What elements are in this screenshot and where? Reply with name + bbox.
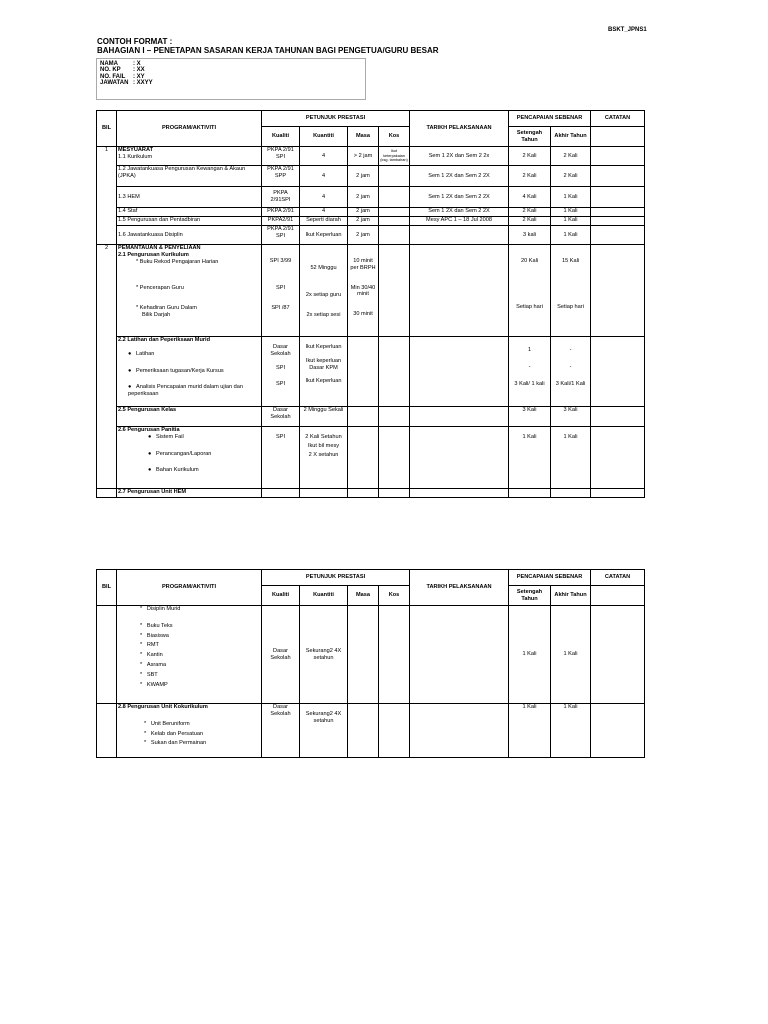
program-label: Analisis Pencapaian murid dalam ujian dan peperiksaan [128, 384, 244, 398]
info-value: : X [133, 61, 141, 67]
table-row [97, 427, 645, 489]
program-label: Bilik Darjah [142, 311, 171, 318]
bullet-item: * Buku Teks [140, 622, 173, 629]
header-tarikh: TARIKH PELAKSANAAN [410, 111, 509, 147]
header-catatan-sub [591, 586, 645, 606]
bil-cell: 2 [97, 245, 117, 489]
kuantiti-value: 2x setiap guru [305, 291, 342, 298]
kos-cell [379, 187, 410, 208]
setengah-cell [509, 489, 551, 498]
header-kuantiti: Kuantiti [300, 127, 348, 147]
bil-cell: 1 [97, 147, 117, 245]
header-petunjuk: PETUNJUK PRESTASI [262, 111, 410, 127]
masa-value: Min 30/40 minit [350, 284, 376, 298]
catatan-cell [591, 245, 645, 337]
info-value: : XX [133, 67, 145, 74]
akhir-value: - [569, 363, 572, 370]
table-row [97, 489, 645, 498]
masa-cell [348, 407, 379, 427]
bullet-item: * SBT [140, 671, 158, 678]
akhir-value: Setiap hari [557, 303, 584, 310]
table-row [97, 187, 645, 208]
kualiti-value: SPI [275, 284, 286, 291]
subsection-title: 2.1 Pengurusan Kurikulum [118, 251, 189, 258]
akhir-cell [551, 245, 591, 337]
kos-cell [379, 208, 410, 217]
program-label: Latihan [136, 350, 155, 357]
setengah-cell [509, 245, 551, 337]
kuantiti-value: Sekurang2 4X setahun [305, 711, 342, 724]
kualiti-cell: PKPA 2/91SPI [262, 187, 300, 208]
subsection-title: 2.8 Pengurusan Unit Kokurikulum [118, 704, 208, 710]
tarikh-cell [410, 337, 509, 407]
personal-info-box [96, 58, 366, 100]
section-title: MESYUARAT [118, 147, 154, 153]
kualiti-cell [262, 489, 300, 498]
catatan-cell [591, 187, 645, 208]
kualiti-cell: PKPA 2/91 SPI [262, 226, 300, 245]
section-title: PEMANTAUAN & PENYELIAAN [118, 245, 201, 251]
table-row [97, 166, 645, 187]
info-label: NAMA [100, 61, 118, 67]
tarikh-cell: Sem 1 2X dan Sem 2 2X [410, 166, 509, 187]
header-pencapaian: PENCAPAIAN SEBENAR [509, 111, 591, 127]
program-label: Bahan Kurikulum [156, 467, 199, 474]
program-label: Buku Teks [146, 622, 173, 629]
masa-cell: > 2 jam [348, 147, 379, 166]
document-code: BSKT_JPNS1 [608, 27, 647, 33]
akhir-value: - [569, 347, 572, 353]
program-cell [117, 337, 262, 407]
info-value: : XXYY [133, 80, 153, 87]
table-row [97, 217, 645, 226]
kos-cell [379, 337, 410, 407]
info-label: NO. FAIL [100, 73, 126, 80]
akhir-value: 3 Kali/1 Kali [555, 380, 586, 387]
setengah-cell: 2 Kali [509, 208, 551, 217]
masa-cell [348, 704, 379, 758]
bil-cell [97, 489, 117, 498]
header-kuantiti: Kuantiti [300, 586, 348, 606]
kuantiti-cell: 2 Minggu Sekali [300, 407, 348, 427]
kualiti-cell [262, 427, 300, 489]
program-cell [117, 245, 262, 337]
kos-cell [379, 704, 410, 758]
program-cell: 2.5 Pengurusan Kelas [117, 407, 262, 427]
catatan-cell [591, 489, 645, 498]
kuantiti-value: 2 X setahun [308, 451, 339, 458]
catatan-cell [591, 337, 645, 407]
program-cell: 1.3 HEM [117, 187, 262, 208]
program-label: Biasiswa [146, 632, 169, 639]
header-kualiti: Kualiti [262, 127, 300, 147]
setengah-value: 1 [527, 347, 532, 353]
kualiti-value: SPI [275, 434, 286, 440]
kuantiti-cell: 4 [300, 166, 348, 187]
tarikh-cell [410, 489, 509, 498]
kuantiti-cell: 4 [300, 208, 348, 217]
masa-cell [348, 606, 379, 704]
info-label: NO. KP [100, 67, 121, 74]
masa-cell: 2 jam [348, 166, 379, 187]
akhir-cell: 3 Kali [551, 407, 591, 427]
program-cell [117, 606, 262, 704]
kos-cell: Ikut keterpakaian (ksg. tambahan) [379, 147, 410, 166]
kuantiti-value: Ikut Keperluan [305, 344, 342, 350]
kualiti-cell: PKPA 2/91 [262, 208, 300, 217]
akhir-cell: 1 Kali [551, 187, 591, 208]
program-label: Pemeriksaan tugasan/Kerja Kursus [136, 367, 224, 374]
header-akhir: Akhir Tahun [551, 586, 591, 606]
program-cell: 1.2 Jawatankuasa Pengurusan Kewangan & Akaun (JPKA) [117, 166, 262, 187]
tarikh-cell: Sem 1 2X dan Sem 2 2X [410, 187, 509, 208]
kualiti-value: Dasar Sekolah [270, 344, 291, 357]
kos-cell [379, 489, 410, 498]
setengah-cell: 1 Kali [509, 704, 551, 758]
catatan-cell [591, 217, 645, 226]
setengah-value: - [528, 363, 531, 370]
program-label: RMT [146, 642, 159, 649]
akhir-cell: 1 Kali [551, 226, 591, 245]
table-row [97, 226, 645, 245]
kos-cell [379, 245, 410, 337]
akhir-cell: 2 Kali [551, 147, 591, 166]
format-label: CONTOH FORMAT : [97, 37, 173, 46]
program-label: * Pencerapan Guru [136, 285, 184, 292]
bullet-item: * Disiplin Murid [140, 606, 181, 612]
subsection-title: 2.2 Latihan dan Peperiksaan Murid [118, 337, 211, 343]
info-label: JAWATAN [100, 80, 129, 87]
kuantiti-cell [300, 245, 348, 337]
header-bil: BIL [97, 570, 117, 606]
program-cell: 2.7 Pengurusan Unit HEM [117, 489, 262, 498]
masa-value: 10 minit per BRPH [350, 258, 376, 271]
kuantiti-cell [300, 427, 348, 489]
kualiti-cell: PKPA2/91 [262, 217, 300, 226]
program-label: KWAMP [146, 681, 168, 688]
header-catatan: CATATAN [591, 111, 645, 127]
setengah-cell: 1 Kali [509, 606, 551, 704]
bil-cell [97, 606, 117, 704]
target-table-page2 [96, 569, 645, 758]
header-catatan: CATATAN [591, 570, 645, 586]
setengah-cell: 2 Kali [509, 147, 551, 166]
tarikh-cell [410, 245, 509, 337]
header-petunjuk: PETUNJUK PRESTASI [262, 570, 410, 586]
program-label: Perancangan/Laporan [156, 450, 212, 457]
tarikh-cell: Mesy APC 1 – 18 Jul 2008 [410, 217, 509, 226]
kualiti-cell [262, 245, 300, 337]
bullet-item: * RMT [140, 642, 159, 649]
program-label: Disiplin Murid [146, 606, 181, 612]
kos-cell [379, 407, 410, 427]
table-row [97, 337, 645, 407]
catatan-cell [591, 606, 645, 704]
bil-cell [97, 704, 117, 758]
program-label: * Kehadiran Guru Dalam [136, 305, 197, 312]
kos-cell [379, 226, 410, 245]
kuantiti-cell: 4 [300, 187, 348, 208]
program-cell [117, 704, 262, 758]
kualiti-cell: Dasar Sekolah [262, 407, 300, 427]
kuantiti-cell: 4 [300, 147, 348, 166]
akhir-value: 1 Kali [563, 434, 578, 440]
kualiti-cell [262, 337, 300, 407]
akhir-cell [551, 337, 591, 407]
header-pencapaian: PENCAPAIAN SEBENAR [509, 570, 591, 586]
bullet-item: * Biasiswa [140, 632, 169, 639]
program-cell: 1.4 Staf [117, 208, 262, 217]
kuantiti-value: 2 Kali Setahun [305, 434, 342, 440]
masa-cell: 2 jam [348, 217, 379, 226]
kualiti-value: SPI 3/99 [269, 258, 292, 264]
kualiti-cell: Dasar Sekolah [262, 606, 300, 704]
program-label: SBT [146, 671, 158, 678]
program-cell: 1.6 Jawatankuasa Disiplin [117, 226, 262, 245]
table-row [97, 147, 645, 166]
target-table-page1 [96, 110, 645, 498]
catatan-cell [591, 226, 645, 245]
masa-cell: 2 jam [348, 187, 379, 208]
bullet-item: * Kantin [140, 652, 163, 659]
program-label: * Buku Rekod Pengajaran Harian [136, 258, 219, 265]
akhir-cell: 2 Kali [551, 166, 591, 187]
bullet-item: * Asrama [140, 661, 167, 668]
setengah-cell: 2 Kali [509, 217, 551, 226]
tarikh-cell [410, 606, 509, 704]
setengah-value: 3 Kali/ 1 kali [514, 380, 545, 387]
masa-cell [348, 337, 379, 407]
kos-cell [379, 606, 410, 704]
akhir-cell: 1 Kali [551, 208, 591, 217]
info-row-jawatan [100, 80, 362, 86]
akhir-cell: 1 Kali [551, 217, 591, 226]
bullet-item: * Sukan dan Permainan [144, 740, 207, 747]
header-program: PROGRAM/AKTIVITI [117, 111, 262, 147]
header-tarikh: TARIKH PELAKSANAAN [410, 570, 509, 606]
bullet-item: ● Analisis Pencapaian murid dalam ujian dan peperiksaan [128, 384, 244, 398]
program-label: Sukan dan Permainan [150, 740, 207, 747]
kos-cell [379, 427, 410, 489]
header-akhir: Akhir Tahun [551, 127, 591, 147]
setengah-value: 20 Kali [520, 258, 539, 264]
kos-cell [379, 166, 410, 187]
setengah-cell: 3 Kali [509, 407, 551, 427]
kualiti-cell: Dasar Sekolah [262, 704, 300, 758]
kualiti-cell: PKPA 2/91 SPI [262, 147, 300, 166]
setengah-cell: 2 Kali [509, 166, 551, 187]
kuantiti-value: Ikut keperluan Dasar KPM [305, 357, 342, 371]
program-label: Asrama [146, 661, 167, 668]
catatan-cell [591, 427, 645, 489]
akhir-cell [551, 489, 591, 498]
header-setengah: Setengah Tahun [509, 586, 551, 606]
table-row [97, 704, 645, 758]
kuantiti-cell [300, 704, 348, 758]
setengah-value: 1 Kali [522, 434, 537, 440]
kuantiti-value: 2x setiap sesi [306, 311, 341, 318]
page-title: BAHAGIAN I – PENETAPAN SASARAN KERJA TAHUNAN BAGI PENGETUA/GURU BESAR [97, 46, 439, 55]
header-kualiti: Kualiti [262, 586, 300, 606]
akhir-cell: 1 Kali [551, 704, 591, 758]
masa-cell [348, 427, 379, 489]
bullet-item: ● Latihan [128, 350, 155, 357]
header-masa: Masa [348, 127, 379, 147]
masa-cell [348, 489, 379, 498]
table-row [97, 606, 645, 704]
kuantiti-cell: Ikut Keperluan [300, 226, 348, 245]
akhir-value: 15 Kali [561, 258, 580, 264]
setengah-cell: 3 kali [509, 226, 551, 245]
kuantiti-cell: Sekurang2 4X setahun [300, 606, 348, 704]
program-cell [117, 427, 262, 489]
kuantiti-cell: Seperti diarah [300, 217, 348, 226]
setengah-cell [509, 427, 551, 489]
program-label: Kelab dan Persatuan [150, 730, 204, 737]
akhir-cell [551, 427, 591, 489]
header-catatan-sub [591, 127, 645, 147]
program-label: Unit Beruniform [150, 720, 190, 727]
header-setengah: Setengah Tahun [509, 127, 551, 147]
bullet-item: ● Perancangan/Laporan [148, 450, 212, 457]
program-cell [117, 147, 262, 166]
header-kos: Kos [379, 586, 410, 606]
kualiti-value: SPI /87 [271, 304, 290, 311]
masa-cell: 2 jam [348, 208, 379, 217]
masa-cell [348, 245, 379, 337]
catatan-cell [591, 704, 645, 758]
program-label: 1.1 Kurikulum [118, 153, 153, 160]
program-label: Sistem Fail [156, 433, 184, 440]
masa-value: 30 minit [353, 311, 373, 318]
header-bil: BIL [97, 111, 117, 147]
kuantiti-cell [300, 489, 348, 498]
program-label: Kantin [146, 652, 163, 659]
tarikh-cell [410, 226, 509, 245]
tarikh-cell [410, 407, 509, 427]
setengah-value: Setiap hari [516, 303, 543, 310]
header-masa: Masa [348, 586, 379, 606]
kualiti-cell: PKPA 2/91 SPP [262, 166, 300, 187]
header-program: PROGRAM/AKTIVITI [117, 570, 262, 606]
tarikh-cell: Sem 1 2X dan Sem 2 2x [410, 147, 509, 166]
catatan-cell [591, 407, 645, 427]
bullet-item: ● Pemeriksaan tugasan/Kerja Kursus [128, 367, 224, 374]
kuantiti-value: Ikut bil mesy [307, 442, 340, 449]
catatan-cell [591, 208, 645, 217]
catatan-cell [591, 166, 645, 187]
kuantiti-value: Ikut Keperluan [305, 378, 342, 385]
subsection-title: 2.6 Pengurusan Panitia [118, 427, 180, 433]
table-row [97, 407, 645, 427]
masa-cell: 2 jam [348, 226, 379, 245]
tarikh-cell [410, 427, 509, 489]
table-row [97, 245, 645, 337]
table-row [97, 208, 645, 217]
akhir-cell: 1 Kali [551, 606, 591, 704]
catatan-cell [591, 147, 645, 166]
program-cell: 1.5 Pengurusan dan Pentadbiran [117, 217, 262, 226]
kuantiti-cell [300, 337, 348, 407]
kos-cell [379, 217, 410, 226]
bullet-item: * KWAMP [140, 681, 168, 688]
kuantiti-value: 52 Minggu [310, 265, 337, 271]
header-kos: Kos [379, 127, 410, 147]
bullet-item: * Kelab dan Persatuan [144, 730, 204, 737]
bullet-item: ● Sistem Fail [148, 433, 184, 440]
tarikh-cell [410, 704, 509, 758]
bullet-item: * Unit Beruniform [144, 720, 190, 727]
bullet-item: ● Bahan Kurikulum [148, 467, 199, 474]
setengah-cell [509, 337, 551, 407]
tarikh-cell: Sem 1 2X dan Sem 2 2X [410, 208, 509, 217]
setengah-cell: 4 Kali [509, 187, 551, 208]
kualiti-value: SPI [275, 364, 286, 371]
info-value: : XY [133, 73, 145, 80]
kualiti-value: SPI [275, 381, 286, 388]
